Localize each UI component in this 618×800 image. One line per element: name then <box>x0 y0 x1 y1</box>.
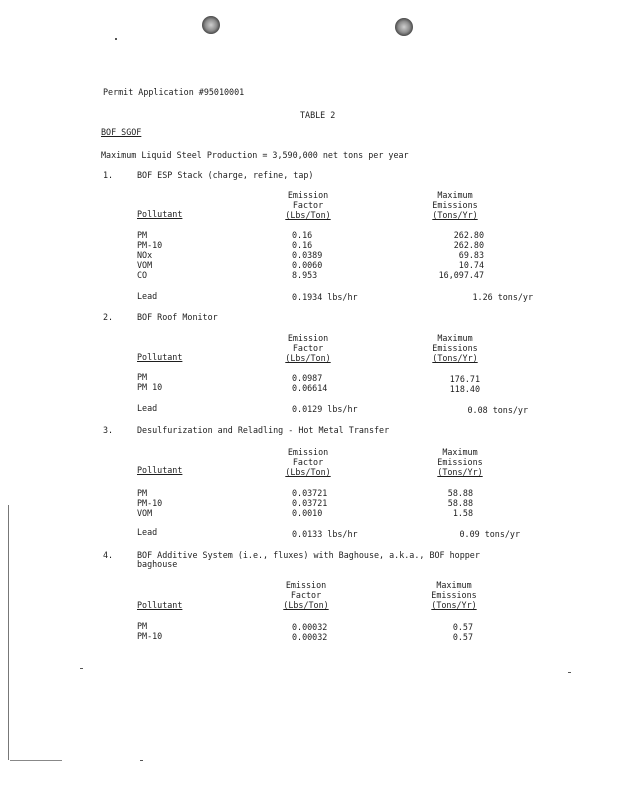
pollutant: VOM <box>137 508 153 518</box>
scan-speck <box>115 38 117 40</box>
scan-speck <box>80 668 83 669</box>
emission-factor: 0.03721 <box>292 488 328 498</box>
section-title: BOF Roof Monitor <box>137 312 218 322</box>
pollutant: PM-10 <box>137 631 163 641</box>
section-number: 4. <box>103 550 114 560</box>
pollutant: CO <box>137 270 148 280</box>
lead-label: Lead <box>137 403 158 413</box>
lead-factor: 0.0133 lbs/hr <box>292 529 358 539</box>
emission-factor: 0.00032 <box>292 622 328 632</box>
section-heading: BOF SGOF <box>101 127 142 137</box>
pollutant: PM <box>137 488 148 498</box>
scan-speck <box>568 672 571 673</box>
emission-factor-header: Emission Factor (Lbs/Ton) <box>285 190 331 220</box>
emission-factor: 0.16 <box>292 230 313 240</box>
pollutant: PM 10 <box>137 382 163 392</box>
max-emissions-header: Maximum Emissions (Tons/Yr) <box>432 190 478 220</box>
lead-emissions: 0.09 tons/yr <box>459 529 520 539</box>
scan-dash <box>10 760 62 761</box>
lead-emissions: 0.08 tons/yr <box>467 405 528 415</box>
lead-factor: 0.0129 lbs/hr <box>292 404 358 414</box>
pollutant-header: Pollutant <box>137 352 183 362</box>
left-margin-line <box>8 505 9 760</box>
section-title: BOF ESP Stack (charge, refine, tap) <box>137 170 314 180</box>
pollutant: PM-10 <box>137 240 163 250</box>
permit-number: Permit Application #95010001 <box>103 87 245 97</box>
pollutant: VOM <box>137 260 153 270</box>
max-emissions: 0.57 <box>452 632 473 642</box>
section-number: 2. <box>103 312 114 322</box>
max-emissions: 118.40 <box>449 384 480 394</box>
emission-factor: 0.0060 <box>292 260 323 270</box>
emission-factor: 0.16 <box>292 240 313 250</box>
pollutant: PM-10 <box>137 498 163 508</box>
max-emissions: 16,097.47 <box>438 270 484 280</box>
max-emissions: 58.88 <box>447 498 473 508</box>
max-emissions: 262.80 <box>453 240 484 250</box>
section-number: 3. <box>103 425 114 435</box>
pollutant: NOx <box>137 250 153 260</box>
max-emissions: 176.71 <box>449 374 480 384</box>
section-title-continued: baghouse <box>137 559 178 569</box>
pollutant: PM <box>137 372 148 382</box>
lead-label: Lead <box>137 527 158 537</box>
emission-factor: 0.0389 <box>292 250 323 260</box>
section-title: Desulfurization and Reladling - Hot Metal Transfer <box>137 425 390 435</box>
emission-factor: 0.0987 <box>292 373 323 383</box>
emission-factor: 8.953 <box>292 270 318 280</box>
pollutant-header: Pollutant <box>137 465 183 475</box>
emission-factor: 0.06614 <box>292 383 328 393</box>
scan-speck <box>140 760 143 761</box>
punch-hole-right <box>395 18 413 36</box>
max-emissions-header: Maximum Emissions (Tons/Yr) <box>432 333 478 363</box>
emission-factor-header: Emission Factor (Lbs/Ton) <box>283 580 329 610</box>
pollutant-header: Pollutant <box>137 209 183 219</box>
emission-factor: 0.00032 <box>292 632 328 642</box>
emission-factor: 0.03721 <box>292 498 328 508</box>
pollutant: PM <box>137 230 148 240</box>
max-emissions: 0.57 <box>452 622 473 632</box>
max-emissions-header: Maximum Emissions (Tons/Yr) <box>431 580 477 610</box>
max-emissions-header: Maximum Emissions (Tons/Yr) <box>437 447 483 477</box>
punch-hole-left <box>202 16 220 34</box>
emission-factor: 0.0010 <box>292 508 323 518</box>
section-title: BOF Additive System (i.e., fluxes) with Baghouse, a.k.a., BOF hopper <box>137 550 480 560</box>
pollutant: PM <box>137 621 148 631</box>
max-emissions: 262.80 <box>453 230 484 240</box>
lead-emissions: 1.26 tons/yr <box>472 292 533 302</box>
section-number: 1. <box>103 170 114 180</box>
lead-factor: 0.1934 lbs/hr <box>292 292 358 302</box>
max-emissions: 10.74 <box>458 260 484 270</box>
max-production: Maximum Liquid Steel Production = 3,590,000 net tons per year <box>101 150 409 160</box>
pollutant-header: Pollutant <box>137 600 183 610</box>
max-emissions: 1.58 <box>452 508 473 518</box>
max-emissions: 58.88 <box>447 488 473 498</box>
emission-factor-header: Emission Factor (Lbs/Ton) <box>285 447 331 477</box>
lead-label: Lead <box>137 291 158 301</box>
table-title: TABLE 2 <box>300 110 336 120</box>
max-emissions: 69.83 <box>458 250 484 260</box>
emission-factor-header: Emission Factor (Lbs/Ton) <box>285 333 331 363</box>
